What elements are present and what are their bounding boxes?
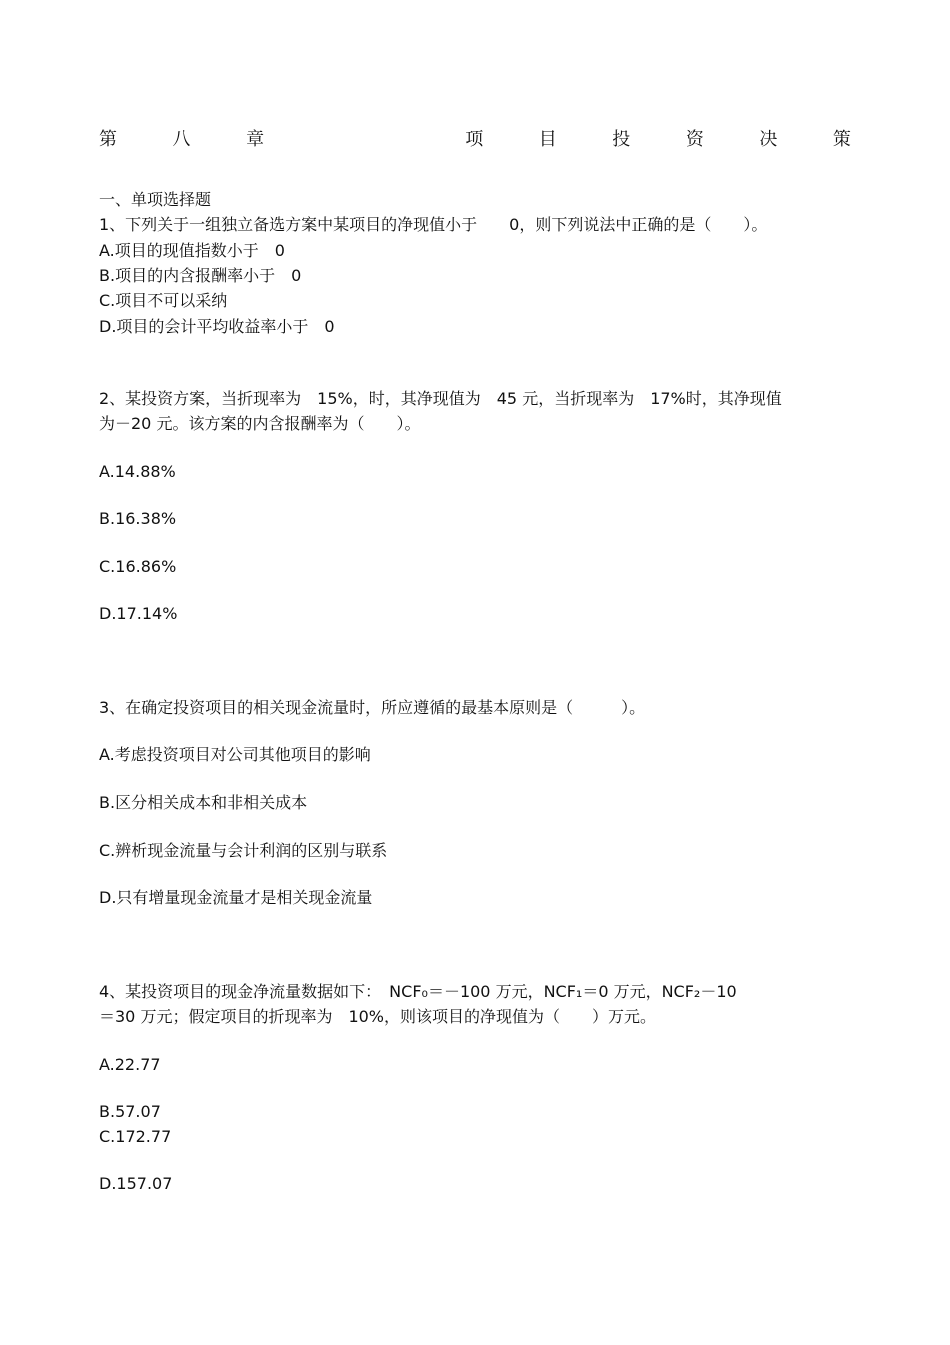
- question-1-option-b: B.项目的内含报酬率小于 0: [99, 266, 302, 285]
- question-4-option-c: C.172.77: [99, 1127, 172, 1146]
- question-2-option-a: A.14.88%: [99, 462, 176, 481]
- title-char: 资: [685, 129, 704, 150]
- question-3-option-d: D.只有增量现金流量才是相关现金流量: [99, 888, 373, 907]
- question-4-option-b: B.57.07: [99, 1102, 161, 1121]
- question-3-stem: 3、在确定投资项目的相关现金流量时，所应遵循的最基本原则是（ ）。: [99, 698, 646, 717]
- title-char: 第: [99, 129, 117, 150]
- title-char: 章: [246, 129, 265, 150]
- question-4-stem-line-2: ＝30 万元；假定项目的折现率为 10%，则该项目的净现值为（ ）万元。: [99, 1007, 657, 1026]
- title-char: 项: [465, 129, 484, 150]
- question-2-option-d: D.17.14%: [99, 604, 178, 623]
- question-1-option-c: C.项目不可以采纳: [99, 291, 228, 310]
- title-char: 策: [832, 129, 851, 150]
- title-char: 决: [759, 129, 778, 150]
- question-3-option-a: A.考虑投资项目对公司其他项目的影响: [99, 745, 371, 764]
- title-gap: [320, 128, 410, 152]
- question-1-option-d: D.项目的会计平均收益率小于 0: [99, 317, 335, 336]
- question-1-option-a: A.项目的现值指数小于 0: [99, 241, 285, 260]
- title-char: 八: [172, 129, 191, 150]
- question-4-option-d: D.157.07: [99, 1174, 173, 1193]
- title-char: 目: [538, 129, 557, 150]
- question-1-stem: 1、下列关于一组独立备选方案中某项目的净现值小于 0，则下列说法中正确的是（ ）。: [99, 215, 768, 234]
- section-heading: 一、单项选择题: [99, 190, 212, 209]
- question-2-stem-line-1: 2、某投资方案，当折现率为 15%，时，其净现值为 45 元，当折现率为 17%时，其净现值: [99, 389, 782, 408]
- question-2-option-b: B.16.38%: [99, 509, 177, 528]
- question-4-stem-line-1: 4、某投资项目的现金净流量数据如下： NCF₀＝－100 万元，NCF₁＝0 万元，NCF₂－10: [99, 982, 737, 1001]
- title-char: 投: [612, 129, 631, 150]
- question-3-option-b: B.区分相关成本和非相关成本: [99, 793, 308, 812]
- question-2-option-c: C.16.86%: [99, 557, 177, 576]
- chapter-title: [99, 128, 851, 152]
- question-2-stem-line-2: 为－20 元。该方案的内含报酬率为（ ）。: [99, 414, 421, 433]
- question-3-option-c: C.辨析现金流量与会计利润的区别与联系: [99, 841, 388, 860]
- question-4-option-a: A.22.77: [99, 1055, 161, 1074]
